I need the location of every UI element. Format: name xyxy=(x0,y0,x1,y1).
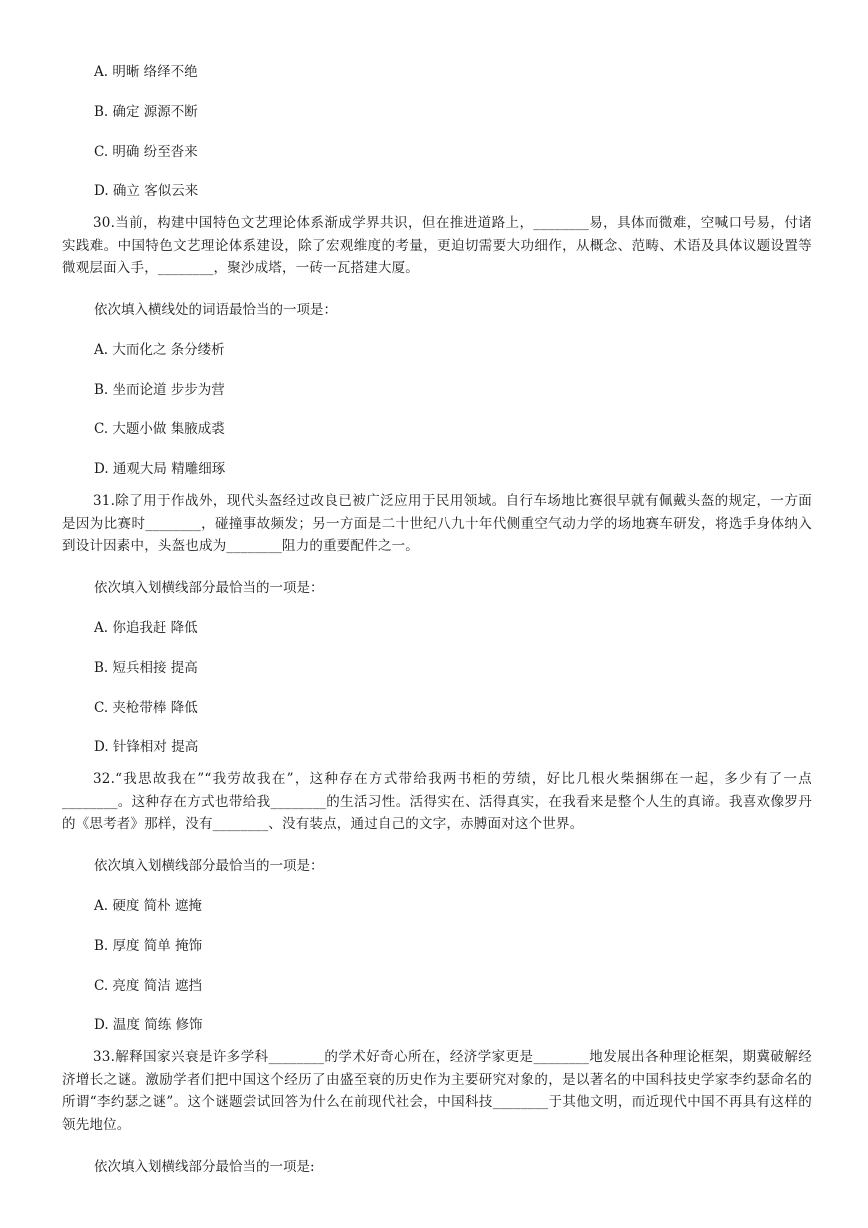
question-33-text: 33.解释国家兴衰是许多学科________的学术好奇心所在，经济学家更是________地发展出各种理论框架，期冀破解经济增长之谜。激励学者们把中国这个经历了由盛至衰的历史作为主要研究对象的，是以著名的中国科技史学家李约瑟命名的所谓“李约瑟之谜”。这个谜题尝试回答为什么在前现代社会，中国科技________于其他文明，而近现代中国不再具有这样的领先地位。 xyxy=(62,1049,812,1133)
option-a: A. 明晰 络绎不绝 xyxy=(94,64,198,80)
question-31-option-d: D. 针锋相对 提高 xyxy=(94,739,199,755)
option-d: D. 确立 客似云来 xyxy=(94,183,199,199)
question-31-stem: 依次填入划横线部分最恰当的一项是： xyxy=(94,580,324,596)
question-32-text: 32.“我思故我在”“我劳故我在”，这种存在方式带给我两书柜的劳绩，好比几根火柴捆绑在一起，多少有了一点________。这种存在方式也带给我________的生活习性。活得实在、活得真实，在我看来是整个人生的真谛。我喜欢像罗丹的《思考者》那样，没有________、没有装点，通过自己的文字，赤膊面对这个世界。 xyxy=(62,771,812,832)
question-32-stem: 依次填入划横线部分最恰当的一项是： xyxy=(94,858,324,874)
question-30-stem: 依次填入横线处的词语最恰当的一项是： xyxy=(94,302,337,318)
option-c: C. 明确 纷至沓来 xyxy=(94,144,198,160)
question-32-option-d: D. 温度 简练 修饰 xyxy=(94,1017,203,1033)
question-32-option-a: A. 硬度 简朴 遮掩 xyxy=(94,898,202,914)
question-31-option-b: B. 短兵相接 提高 xyxy=(94,660,198,676)
question-32-option-b: B. 厚度 简单 掩饰 xyxy=(94,938,203,954)
question-30-option-c: C. 大题小做 集腋成裘 xyxy=(94,421,225,437)
question-31-option-a: A. 你追我赶 降低 xyxy=(94,620,198,636)
question-32-option-c: C. 亮度 简洁 遮挡 xyxy=(94,978,203,994)
question-30-option-d: D. 通观大局 精雕细琢 xyxy=(94,461,226,477)
question-33-stem: 依次填入划横线部分最恰当的一项是: xyxy=(94,1159,315,1175)
question-30-text: 30.当前，构建中国特色文艺理论体系渐成学界共识，但在推进道路上，________易，具体而微难，空喊口号易，付诸实践难。中国特色文艺理论体系建设，除了宏观维度的考量，更迫切需要大功细作，从概念、范畴、术语及具体议题设置等微观层面入手，________，聚沙成塔，一砖一瓦搭建大厦。 xyxy=(62,215,812,276)
option-b: B. 确定 源源不断 xyxy=(94,104,198,120)
question-31-text: 31.除了用于作战外，现代头盔经过改良已被广泛应用于民用领域。自行车场地比赛很早就有佩戴头盔的规定，一方面是因为比赛时________，碰撞事故频发；另一方面是二十世纪八九十年代侧重空气动力学的场地赛车研发，将选手身体纳入到设计因素中，头盔也成为________阻力的重要配件之一。 xyxy=(62,493,812,554)
question-30-option-b: B. 坐而论道 步步为营 xyxy=(94,382,225,398)
question-30-option-a: A. 大而化之 条分缕析 xyxy=(94,342,225,358)
question-31-option-c: C. 夹枪带棒 降低 xyxy=(94,700,198,716)
